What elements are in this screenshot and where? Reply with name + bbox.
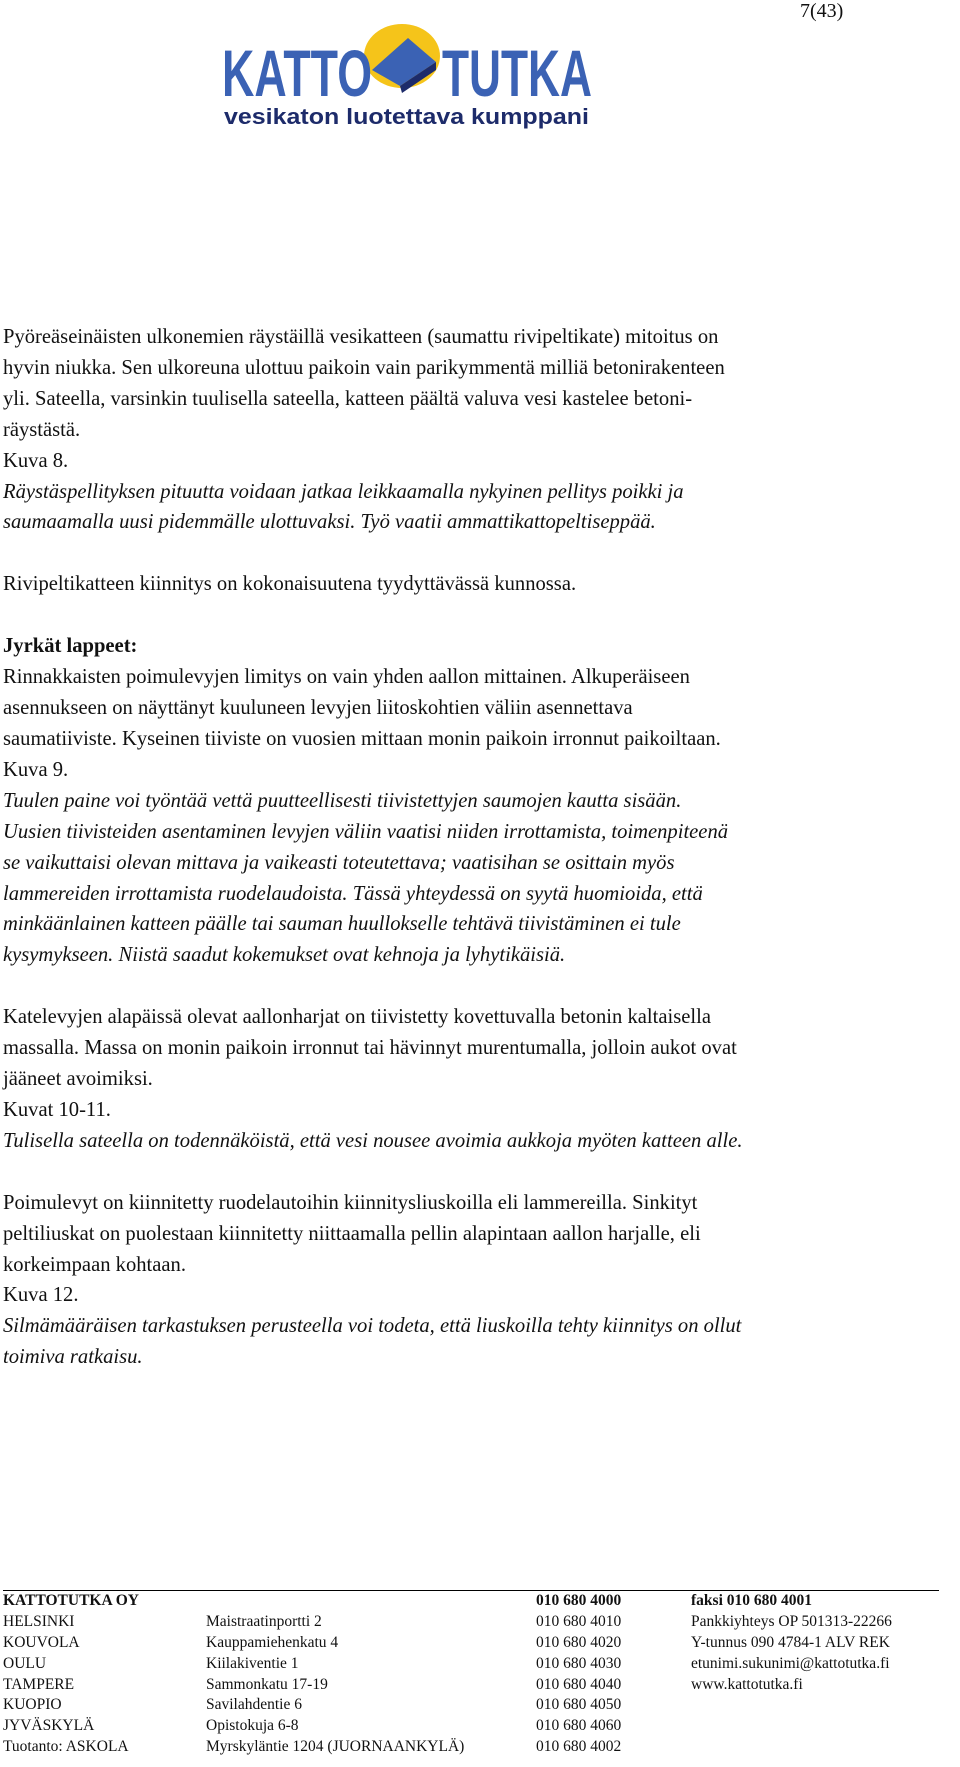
office-info bbox=[691, 1716, 939, 1737]
office-address: Opistokuja 6-8 bbox=[206, 1717, 299, 1735]
paragraph-line: Rivipeltikatteen kiinnitys on kokonaisuutena tyydyttävässä kunnossa. bbox=[3, 573, 577, 596]
section-heading: Jyrkät lappeet: bbox=[3, 635, 138, 658]
office-info bbox=[691, 1737, 939, 1758]
paragraph-line: yli. Sateella, varsinkin tuulisella sateella, katteen päältä valuva vesi kastelee betoni- bbox=[3, 387, 693, 410]
italic-note: minkäänlainen katteen päälle tai sauman huullokselle tehtävä tiivistäminen ei tule bbox=[3, 913, 681, 936]
kattotutka-logo bbox=[222, 18, 592, 128]
office-info bbox=[691, 1695, 939, 1716]
company-footer bbox=[3, 1590, 939, 1758]
footer-office-row bbox=[3, 1612, 939, 1633]
figure-reference: Kuva 8. bbox=[3, 449, 69, 472]
office-city: OULU bbox=[3, 1654, 47, 1672]
footer-header-row bbox=[3, 1591, 939, 1612]
italic-note: Räystäspellityksen pituutta voidaan jatkaa leikkaamalla nykyinen pellitys poikki ja bbox=[3, 480, 684, 503]
office-phone: 010 680 4030 bbox=[536, 1654, 622, 1672]
italic-note: se vaikuttaisi olevan mittava ja vaikeasti toteutettava; vaatisihan se osittain myös bbox=[3, 851, 675, 874]
office-phone: 010 680 4060 bbox=[536, 1717, 622, 1735]
italic-note: Uusien tiivisteiden asentaminen levyjen väliin vaatisi niiden irrottamista, toimenpiteenä bbox=[3, 820, 729, 843]
paragraph-line: Katelevyjen alapäissä olevat aallonharjat on tiivistetty kovettuvalla betonin kaltaisella bbox=[3, 1006, 711, 1029]
footer-company-name: KATTOTUTKA OY bbox=[3, 1592, 139, 1609]
office-phone: 010 680 4002 bbox=[536, 1738, 622, 1756]
paragraph-line: Rinnakkaisten poimulevyjen limitys on vain yhden aallon mittainen. Alkuperäiseen bbox=[3, 666, 690, 689]
logo-tagline: vesikaton luotettava kumppani bbox=[224, 104, 589, 129]
logo-word-tutka: TUTKA bbox=[442, 36, 592, 110]
office-city: KUOPIO bbox=[3, 1696, 62, 1714]
office-address: Sammonkatu 17-19 bbox=[206, 1675, 328, 1693]
footer-office-row bbox=[3, 1695, 939, 1716]
paragraph-line: Poimulevyt on kiinnitetty ruodelautoihin kiinnitysliuskoilla eli lammereilla. Sinkityt bbox=[3, 1191, 698, 1214]
italic-note: toimiva ratkaisu. bbox=[3, 1346, 143, 1369]
document-body bbox=[3, 322, 958, 1373]
office-info: Pankkiyhteys OP 501313-22266 bbox=[691, 1612, 892, 1630]
page-number: 7(43) bbox=[800, 0, 844, 22]
office-info: Y-tunnus 090 4784-1 ALV REK bbox=[691, 1633, 890, 1651]
office-phone: 010 680 4010 bbox=[536, 1612, 622, 1630]
italic-note: lammereiden irrottamista ruodelaudoista. Tässä yhteydessä on syytä huomioida, että bbox=[3, 882, 703, 905]
office-address: Kiilakiventie 1 bbox=[206, 1654, 299, 1672]
office-city: JYVÄSKYLÄ bbox=[3, 1717, 95, 1735]
italic-note: kysymykseen. Niistä saadut kokemukset ovat kehnoja ja lyhytikäisiä. bbox=[3, 944, 566, 967]
figure-reference: Kuvat 10-11. bbox=[3, 1098, 111, 1121]
office-phone: 010 680 4040 bbox=[536, 1675, 622, 1693]
italic-note: Tuulen paine voi työntää vettä puutteellisesti tiivistettyjen saumojen kautta sisään. bbox=[3, 789, 682, 812]
paragraph-line: asennukseen on näyttänyt kuuluneen levyjen liitoskohtien väliin asennettava bbox=[3, 697, 633, 720]
footer-main-phone: 010 680 4000 bbox=[536, 1592, 622, 1609]
logo-word-katto: KATTO bbox=[222, 36, 372, 110]
paragraph-line: hyvin niukka. Sen ulkoreuna ulottuu paikoin vain parikymmentä milliä betonirakenteen bbox=[3, 356, 725, 379]
paragraph-line: jääneet avoimiksi. bbox=[3, 1068, 153, 1091]
footer-fax: faksi 010 680 4001 bbox=[691, 1592, 812, 1609]
footer-office-row bbox=[3, 1737, 939, 1758]
footer-office-row bbox=[3, 1633, 939, 1654]
office-city: HELSINKI bbox=[3, 1612, 75, 1630]
office-address: Kauppamiehenkatu 4 bbox=[206, 1633, 339, 1651]
logo-graphic bbox=[222, 18, 592, 128]
office-website[interactable]: www.kattotutka.fi bbox=[691, 1675, 803, 1693]
figure-reference: Kuva 9. bbox=[3, 758, 69, 781]
office-address: Maistraatinportti 2 bbox=[206, 1612, 322, 1630]
office-city: Tuotanto: ASKOLA bbox=[3, 1738, 129, 1756]
paragraph-line: saumatiiviste. Kyseinen tiiviste on vuosien mittaan monin paikoin irronnut paikoiltaan. bbox=[3, 727, 721, 750]
office-address: Myrskyläntie 1204 (JUORNAANKYLÄ) bbox=[206, 1738, 465, 1756]
italic-note: Silmämääräisen tarkastuksen perusteella voi todeta, että liuskoilla tehty kiinnitys on ollut bbox=[3, 1315, 742, 1338]
footer-office-row bbox=[3, 1675, 939, 1696]
italic-note: Tulisella sateella on todennäköistä, että vesi nousee avoimia aukkoja myöten katteen alle. bbox=[3, 1129, 743, 1152]
paragraph-line: massalla. Massa on monin paikoin irronnut tai hävinnyt murentumalla, jolloin aukot ovat bbox=[3, 1037, 737, 1060]
office-email[interactable]: etunimi.sukunimi@kattotutka.fi bbox=[691, 1654, 890, 1672]
paragraph-line: peltiliuskat on puolestaan kiinnitetty niittaamalla pellin alapintaan aallon harjalle, eli bbox=[3, 1222, 701, 1245]
office-city: KOUVOLA bbox=[3, 1633, 80, 1651]
paragraph-line: räystästä. bbox=[3, 418, 81, 441]
figure-reference: Kuva 12. bbox=[3, 1284, 79, 1307]
footer-office-row bbox=[3, 1654, 939, 1675]
office-phone: 010 680 4050 bbox=[536, 1696, 622, 1714]
office-phone: 010 680 4020 bbox=[536, 1633, 622, 1651]
office-address: Savilahdentie 6 bbox=[206, 1696, 302, 1714]
paragraph-line: Pyöreäseinäisten ulkonemien räystäillä vesikatteen (saumattu rivipeltikate) mitoitus on bbox=[3, 326, 719, 348]
office-city: TAMPERE bbox=[3, 1675, 75, 1693]
italic-note: saumaamalla uusi pidemmälle ulottuvaksi. Työ vaatii ammattikattopeltiseppää. bbox=[3, 511, 656, 534]
footer-office-row bbox=[3, 1716, 939, 1737]
paragraph-line: korkeimpaan kohtaan. bbox=[3, 1253, 186, 1276]
